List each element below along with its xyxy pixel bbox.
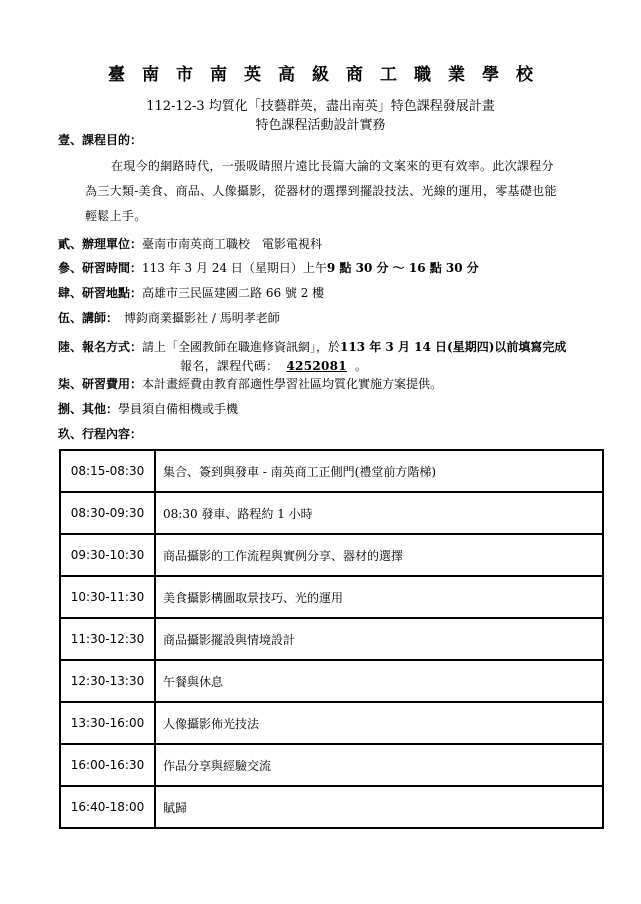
table-row: [60, 702, 603, 744]
purpose-line-3: 輕鬆上手。: [85, 209, 147, 223]
instructor-value: 博鈞商業攝影社 / 馬明孝老師: [112, 311, 280, 325]
schedule-time: 12:30-13:30: [60, 660, 155, 702]
purpose-line-2: 為三大類-美食、商品、人像攝影，從器材的選擇到擺設技法、光線的運用，零基礎也能: [85, 184, 557, 198]
location-value: 高雄市三民區建國二路 66 號 2 樓: [142, 286, 325, 300]
table-row: [60, 744, 603, 786]
schedule-activity: 人像攝影佈光技法: [155, 702, 603, 744]
course-code: 4252081: [286, 359, 347, 373]
schedule-activity: 商品攝影擺設與情境設計: [155, 618, 603, 660]
table-row: [60, 660, 603, 702]
instructor-label: 伍、講師：: [58, 311, 113, 325]
school-title: 臺南市南英高級商工職業學校: [108, 65, 550, 85]
purpose-line-1: 在現今的網路時代，一張吸睛照片遠比長篇大論的文案來的更有效率。此次課程分: [111, 159, 554, 173]
schedule-section: [58, 425, 142, 442]
schedule-activity: 美食攝影構圖取景技巧、光的運用: [155, 576, 603, 618]
registration-deadline: 113 年 3 月 14 日(星期四)以前填寫完成: [340, 340, 567, 354]
plan-title: 112-12-3 均質化「技藝群英，盡出南英」特色課程發展計畫: [146, 99, 495, 114]
schedule-time: 13:30-16:00: [60, 702, 155, 744]
registration-section: [58, 338, 566, 355]
schedule-time: 09:30-10:30: [60, 534, 155, 576]
other-value: 學員須自備相機或手機: [118, 402, 239, 416]
schedule-activity: 賦歸: [155, 786, 603, 828]
registration-line-end: 。: [354, 359, 368, 373]
registration-label: 陸、報名方式：: [58, 340, 143, 354]
schedule-activity: 作品分享與經驗交流: [155, 744, 603, 786]
plan-subtitle: 特色課程活動設計實務: [255, 118, 386, 133]
fee-value: 本計畫經費由教育部適性學習社區均質化實施方案提供。: [142, 377, 443, 391]
location-section: [58, 284, 324, 301]
schedule-activity: 商品攝影的工作流程與實例分享、器材的選擇: [155, 534, 603, 576]
time-label: 參、研習時間：: [58, 261, 143, 275]
schedule-time: 11:30-12:30: [60, 618, 155, 660]
registration-line-2: [180, 357, 367, 374]
table-row: [60, 576, 603, 618]
schedule-table: [59, 449, 604, 829]
schedule-activity: 集合、簽到與發車 - 南英商工正側門(禮堂前方階梯): [155, 450, 603, 492]
table-row: [60, 786, 603, 828]
other-section: [58, 400, 238, 417]
schedule-activity: 08:30 發車、路程約 1 小時: [155, 492, 603, 534]
schedule-activity: 午餐與休息: [155, 660, 603, 702]
schedule-time: 16:00-16:30: [60, 744, 155, 786]
fee-section: [58, 375, 442, 392]
registration-code-label: 報名，課程代碼：: [180, 359, 279, 373]
fee-label: 柒、研習費用：: [58, 377, 143, 391]
organizer-section: [58, 235, 322, 252]
registration-value: 請上「全國教師在職進修資訊網」，於: [142, 340, 341, 354]
purpose-label: 壹、課程目的：: [58, 133, 143, 147]
time-range: 9 點 30 分 ～ 16 點 30 分: [326, 261, 479, 275]
schedule-time: 08:30-09:30: [60, 492, 155, 534]
schedule-time: 08:15-08:30: [60, 450, 155, 492]
schedule-time: 16:40-18:00: [60, 786, 155, 828]
time-value: 113 年 3 月 24 日（星期日）上午: [142, 261, 327, 275]
table-row: [60, 492, 603, 534]
location-label: 肆、研習地點：: [58, 286, 143, 300]
instructor-section: [58, 309, 280, 326]
organizer-value: 臺南市南英商工職校 電影電視科: [142, 237, 323, 251]
purpose-section: [58, 131, 142, 148]
table-row: [60, 534, 603, 576]
time-section: [58, 259, 479, 276]
other-label: 捌、其他：: [58, 402, 119, 416]
table-row: [60, 450, 603, 492]
organizer-label: 貳、辦理單位：: [58, 237, 143, 251]
schedule-time: 10:30-11:30: [60, 576, 155, 618]
table-row: [60, 618, 603, 660]
schedule-label: 玖、行程內容：: [58, 427, 143, 441]
